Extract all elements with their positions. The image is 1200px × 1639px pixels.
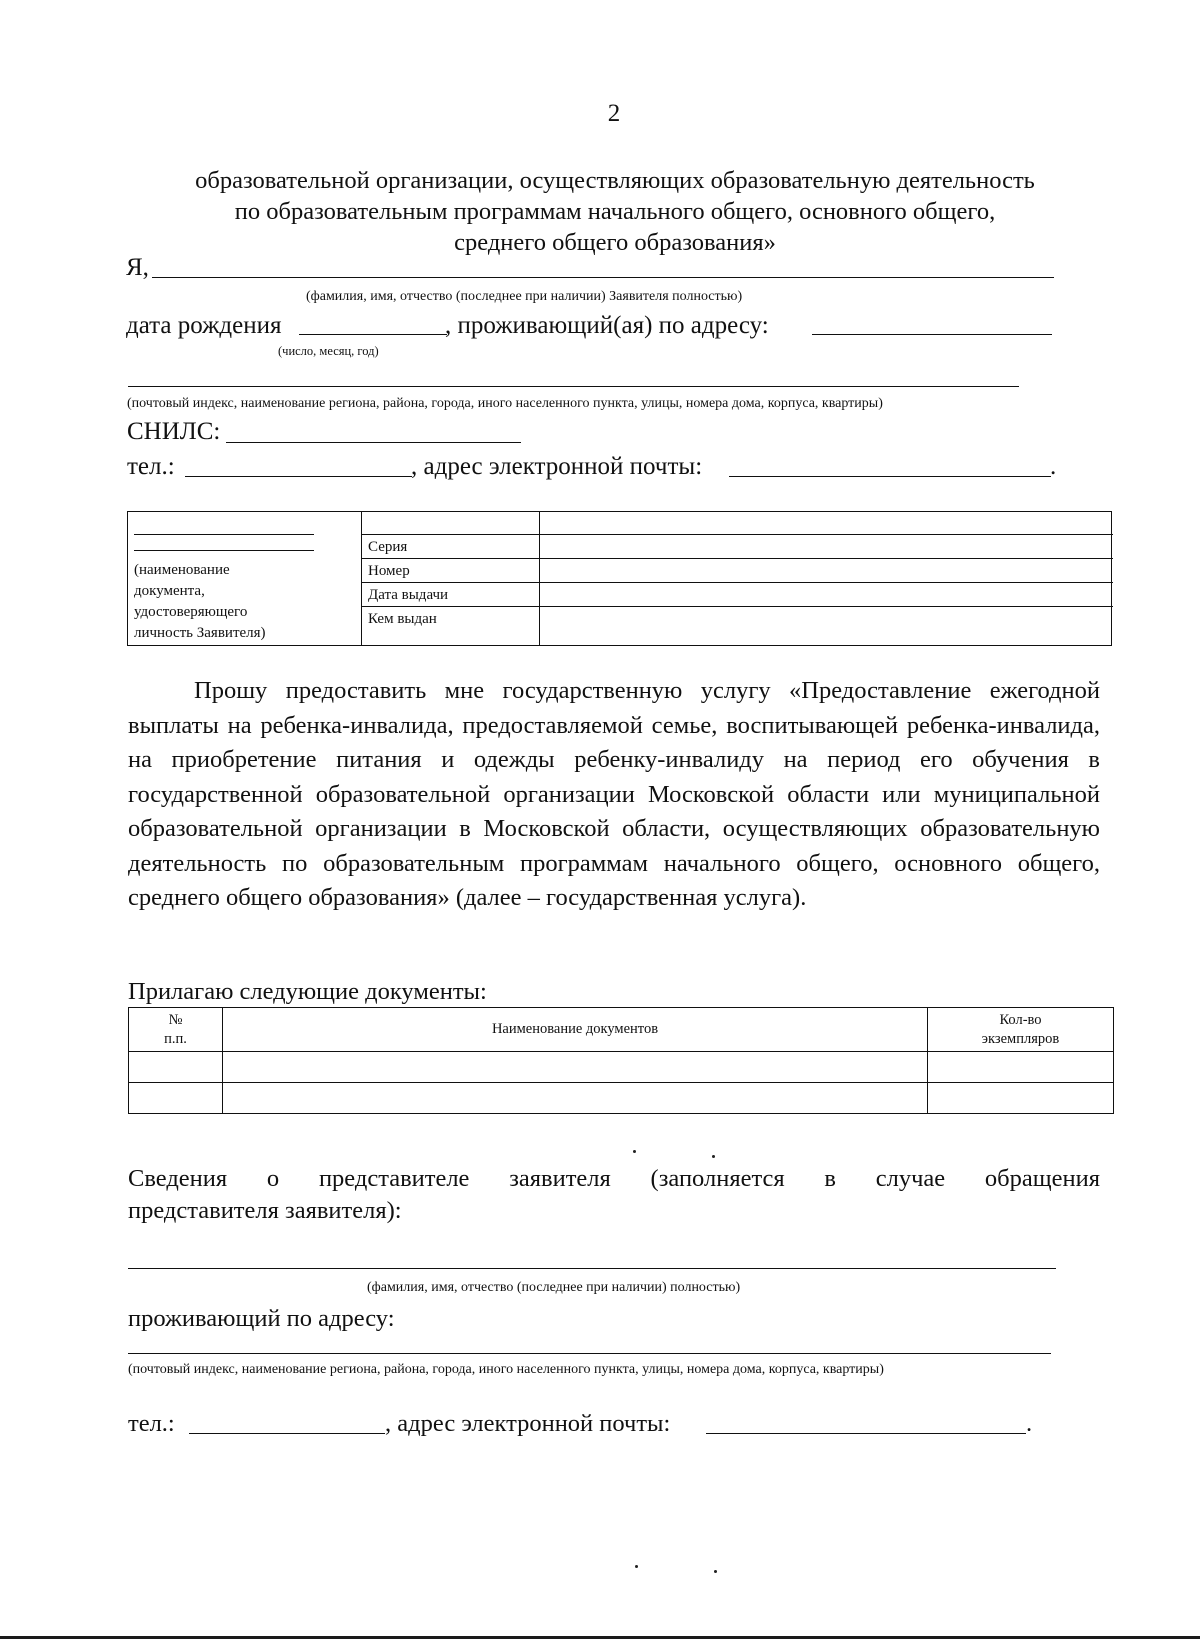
count-column-header	[928, 1008, 1114, 1052]
id-document-type-field[interactable]	[134, 534, 314, 535]
scan-speck	[635, 1565, 638, 1568]
birth-date-caption: (число, месяц, год)	[278, 344, 379, 358]
address-label: , проживающий(ая) по адресу:	[445, 312, 769, 339]
count-header-line: экземпляров	[981, 1030, 1060, 1047]
id-document-table	[127, 511, 1112, 646]
request-text: Прошу предоставить мне государственную услугу «Предоставление ежегодной выплаты на ребенка-инвалида, предоставляемой семье, воспитывающей ребенка-инвалида, на приобретение питания и одежды ребенку-инвалиду на период его обучения в государственной образовательной организации Московской области или муниципальной образовательной организации в Московской области, осуществляющих образовательную деятельность по образовательным программам начального общего, основного общего, среднего общего образования» (далее – государственная услуга).	[128, 677, 1100, 911]
representative-phone-field[interactable]	[189, 1433, 385, 1434]
representative-email-label: , адрес электронной почты:	[385, 1410, 671, 1437]
id-desc-line: (наименование	[134, 562, 230, 578]
name-column-header: Наименование документов	[223, 1008, 928, 1052]
count-cell[interactable]	[928, 1083, 1114, 1114]
form-title	[130, 165, 1100, 258]
i-label: Я,	[126, 254, 149, 281]
id-blank-label	[362, 512, 539, 535]
id-desc-line: документа,	[134, 583, 205, 599]
num-header-line: п.п.	[164, 1030, 187, 1047]
scan-speck	[712, 1155, 715, 1158]
issue-date-label: Дата выдачи	[362, 583, 539, 607]
attachments-heading: Прилагаю следующие документы:	[128, 978, 487, 1005]
attachments-table	[128, 1007, 1114, 1114]
id-desc-line: личность Заявителя)	[134, 625, 266, 641]
representative-heading: Сведения о представителе заявителя (заполняется в случае обращения	[128, 1165, 1100, 1192]
representative-name-field[interactable]	[128, 1268, 1056, 1269]
scan-speck	[714, 1570, 717, 1573]
issued-by-value-field[interactable]	[540, 606, 1113, 607]
representative-address-label: проживающий по адресу:	[128, 1305, 395, 1332]
address-caption: (почтовый индекс, наименование региона, района, города, иного населенного пункта, улицы, номера дома, корпуса, квартиры)	[127, 396, 883, 411]
series-label: Серия	[362, 535, 539, 559]
count-cell[interactable]	[928, 1052, 1114, 1083]
applicant-name-field[interactable]	[152, 277, 1054, 278]
name-cell[interactable]	[223, 1083, 928, 1114]
page-number: 2	[607, 100, 621, 127]
title-line: образовательной организации, осуществляющих образовательную деятельность	[195, 167, 1035, 194]
title-line: по образовательным программам начального общего, основного общего,	[234, 198, 996, 225]
address-field[interactable]	[128, 386, 1019, 387]
num-header-line: №	[168, 1011, 183, 1028]
title-line: среднего общего образования»	[454, 229, 776, 256]
num-cell[interactable]	[129, 1052, 223, 1083]
phone-label: тел.:	[127, 453, 175, 480]
id-document-description	[134, 560, 266, 644]
id-document-type-cell	[128, 512, 362, 645]
representative-email-period: .	[1026, 1410, 1033, 1437]
representative-address-caption: (почтовый индекс, наименование региона, района, города, иного населенного пункта, улицы, номера дома, корпуса, квартиры)	[128, 1362, 884, 1377]
scan-speck	[633, 1150, 636, 1153]
request-paragraph	[128, 674, 1100, 916]
email-label: , адрес электронной почты:	[411, 453, 703, 480]
attachments-header-row	[129, 1008, 1114, 1052]
id-desc-line: удостоверяющего	[134, 604, 248, 620]
representative-name-caption: (фамилия, имя, отчество (последнее при наличии) полностью)	[367, 1280, 741, 1295]
phone-field[interactable]	[185, 476, 412, 477]
birth-date-field[interactable]	[299, 334, 447, 335]
id-field-values	[540, 512, 1113, 645]
address-field-inline[interactable]	[812, 334, 1052, 335]
representative-email-field[interactable]	[706, 1433, 1026, 1434]
id-document-type-field-2[interactable]	[134, 550, 314, 551]
count-header-line: Кол-во	[999, 1011, 1042, 1028]
table-row	[129, 1052, 1114, 1083]
num-column-header	[129, 1008, 223, 1052]
number-label: Номер	[362, 559, 539, 583]
number-value-field[interactable]	[540, 558, 1113, 559]
id-field-labels	[362, 512, 540, 645]
email-field[interactable]	[729, 476, 1051, 477]
issued-by-label: Кем выдан	[368, 611, 437, 627]
series-value-field[interactable]	[540, 534, 1113, 535]
email-period: .	[1050, 453, 1057, 480]
issue-date-value-field[interactable]	[540, 582, 1113, 583]
snils-label: СНИЛС:	[127, 418, 221, 445]
representative-phone-label: тел.:	[128, 1410, 175, 1437]
birth-date-label: дата рождения	[126, 312, 282, 339]
snils-field[interactable]	[226, 442, 521, 443]
num-cell[interactable]	[129, 1083, 223, 1114]
name-cell[interactable]	[223, 1052, 928, 1083]
applicant-name-caption: (фамилия, имя, отчество (последнее при наличии) Заявителя полностью)	[306, 289, 743, 304]
representative-address-field[interactable]	[128, 1353, 1051, 1354]
table-row	[129, 1083, 1114, 1114]
representative-heading-2: представителя заявителя):	[128, 1197, 402, 1224]
